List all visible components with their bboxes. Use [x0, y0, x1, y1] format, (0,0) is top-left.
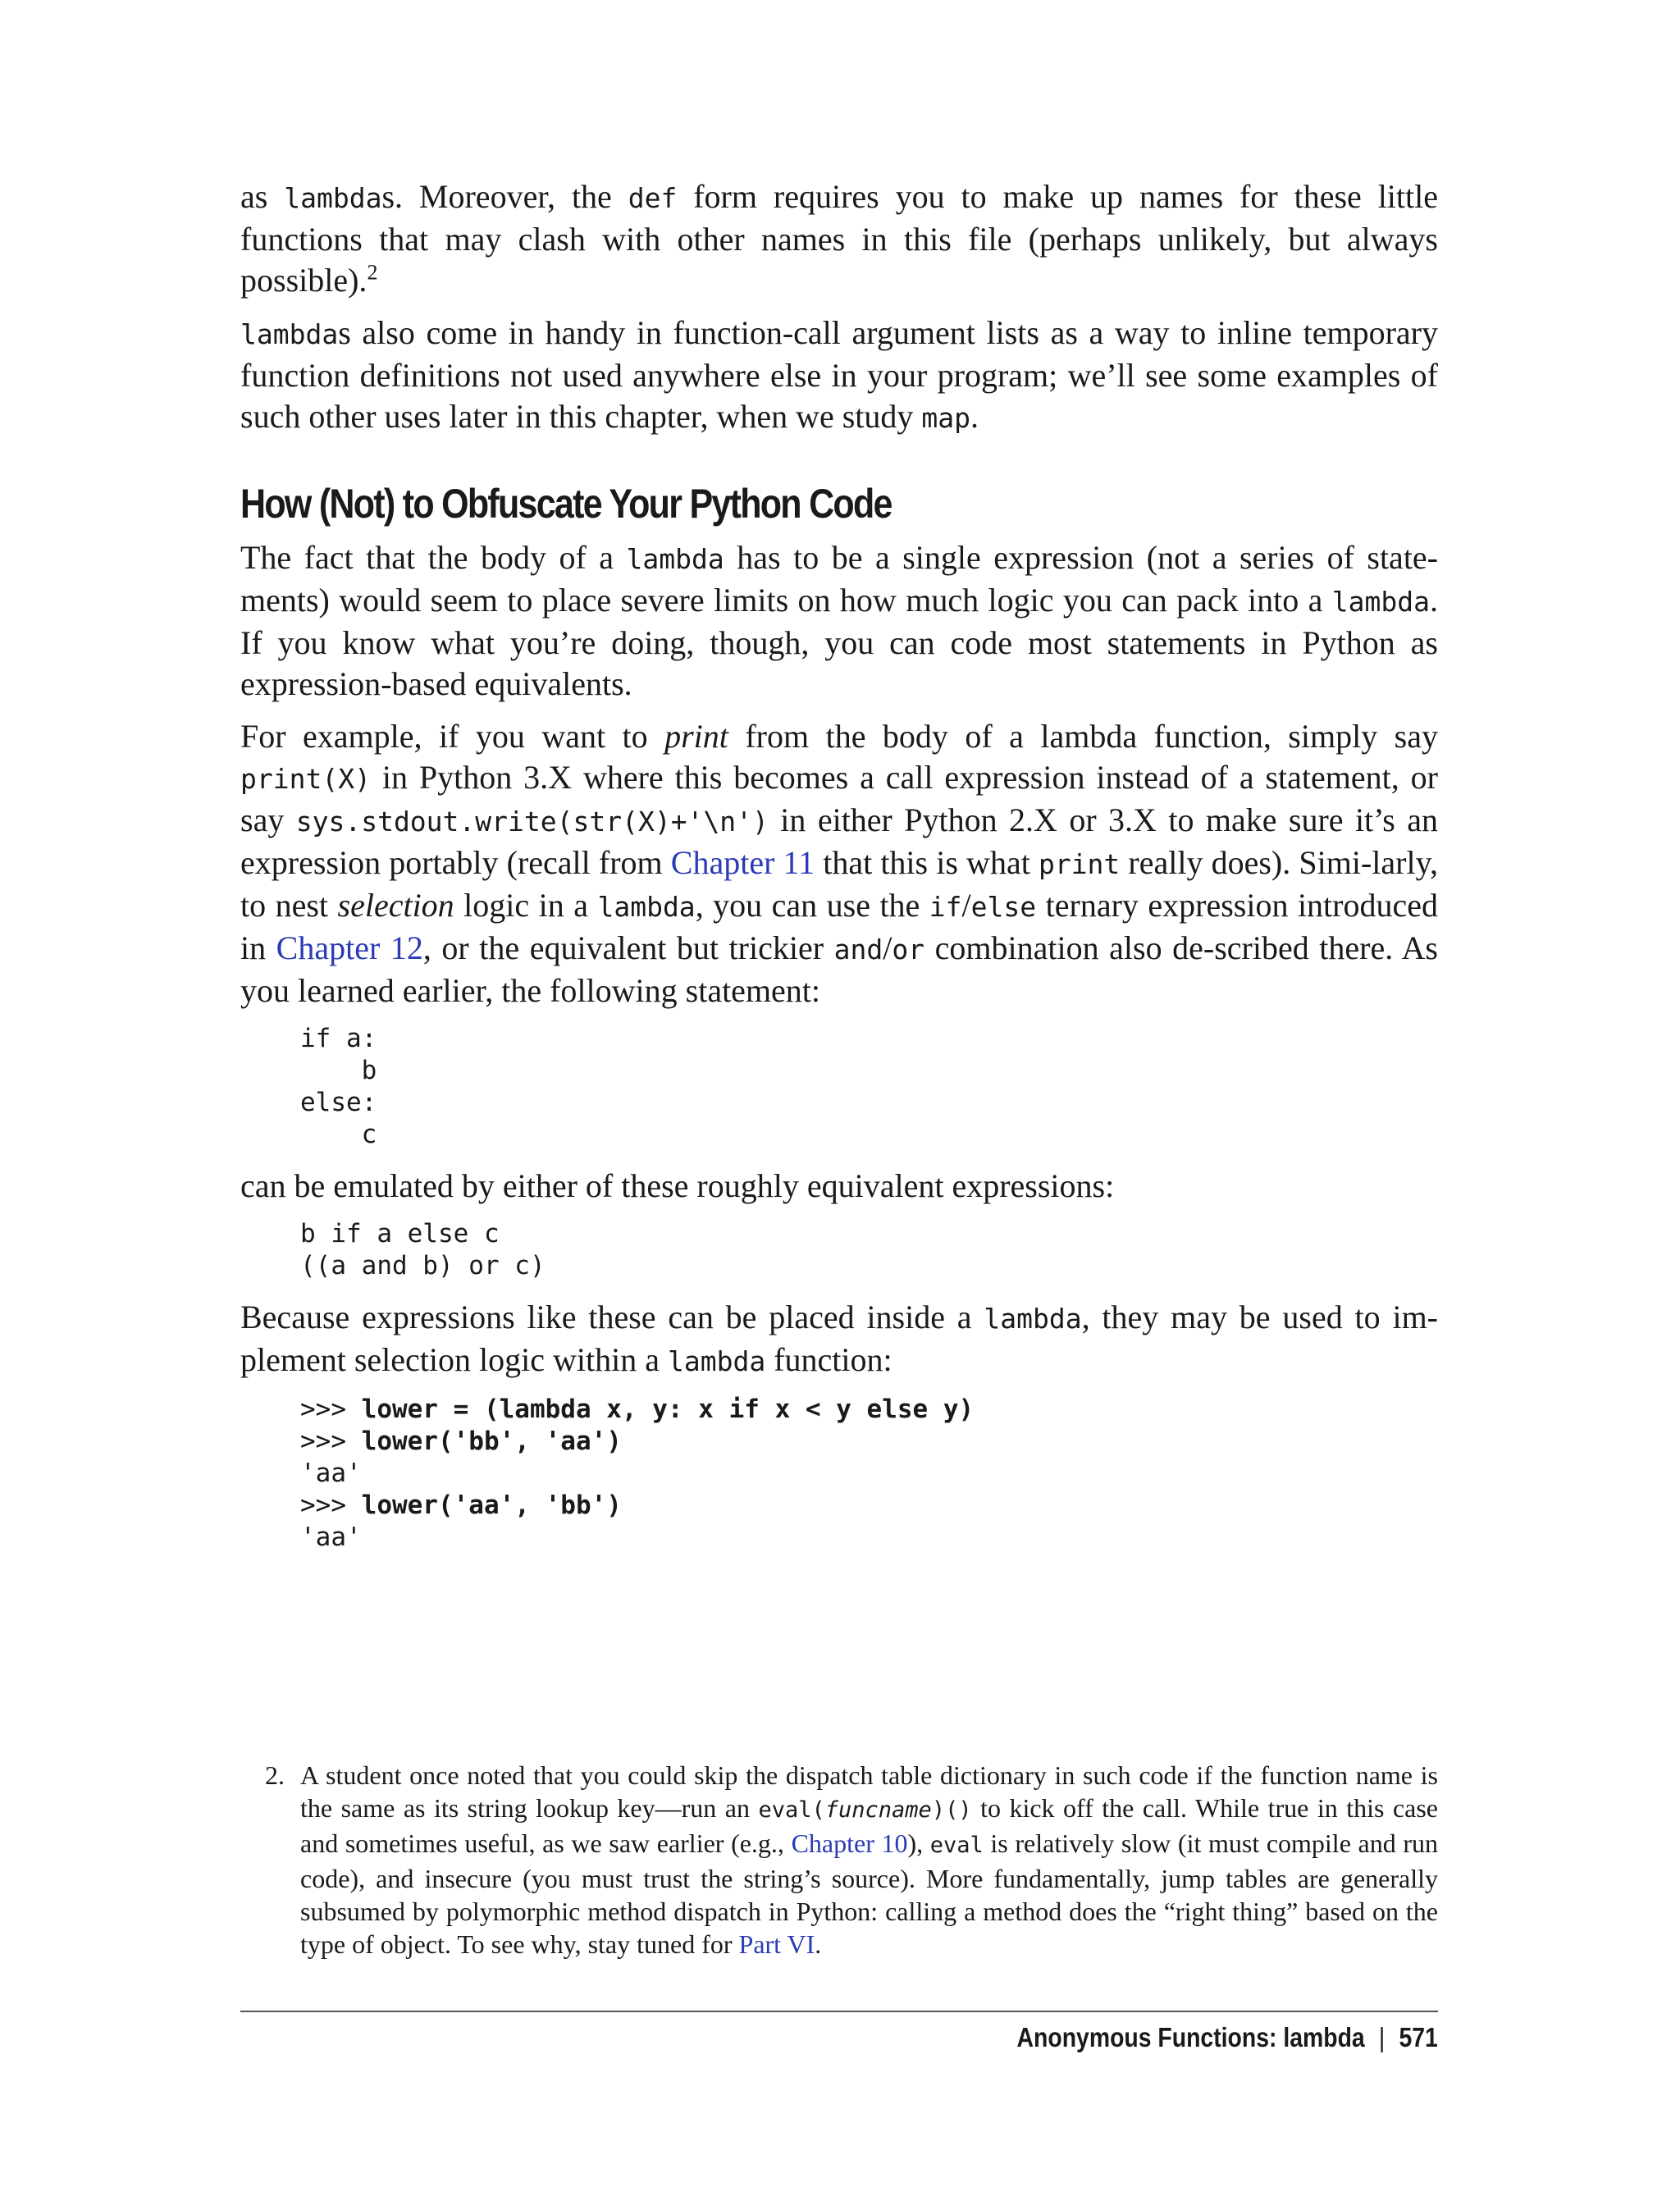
footer-separator: |	[1379, 2022, 1386, 2052]
inline-code: lambda	[597, 891, 696, 923]
inline-code: sys.stdout.write(str(X)+'\n')	[295, 806, 769, 838]
chapter-11-link[interactable]: Chapter 11	[670, 844, 815, 881]
footnote-reference[interactable]: 2	[367, 260, 378, 285]
footnotes	[240, 1759, 1438, 1961]
text-run: For example, if you want to	[240, 718, 665, 755]
code-line: b	[300, 1056, 377, 1085]
emphasis: print	[664, 718, 728, 755]
text-run: from the body of a lambda function, simply say	[728, 718, 1438, 755]
paragraph-lambda-inline	[240, 313, 1438, 439]
text-run: to kick off the call. While true in this case and sometimes useful, as we saw earlier (e.g.,	[300, 1793, 1439, 1858]
text-run: , they may be used to im-plement selection logic within a	[240, 1299, 1438, 1378]
paragraph-single-expression	[240, 537, 1438, 705]
inline-code: and	[833, 934, 883, 966]
text-run: , or the equivalent but trickier	[422, 929, 834, 966]
inline-code: lambda	[1331, 586, 1430, 618]
text-run: Because expressions like these can be placed inside a	[240, 1299, 984, 1335]
running-footer	[1017, 2020, 1438, 2056]
code-line: ((a and b) or c)	[300, 1251, 546, 1281]
typed-input: lower('aa', 'bb')	[361, 1491, 622, 1520]
text-run: in either Python 2.X or 3.X to make sure it’s an expression portably (recall from	[240, 801, 1439, 881]
inline-code-italic	[825, 1797, 932, 1823]
text-run: ternary expression introduced in	[240, 887, 1438, 966]
paragraph-emulated: can be emulated by either of these roughly equivalent expressions:	[240, 1167, 1115, 1204]
text-run: in Python 3.X where this becomes a call expression instead of a statement, or say	[240, 759, 1438, 838]
typed-input: lower = (lambda x, y: x if x < y else y)	[361, 1395, 975, 1424]
inline-code: )()	[931, 1797, 972, 1823]
prompt: >>>	[300, 1395, 362, 1424]
footer-rule	[240, 2011, 1438, 2012]
text-run: as	[240, 178, 285, 215]
inline-code: def	[628, 182, 678, 214]
text-run: is relatively slow (it must compile and run code), and insecure (you must trust the string’s source). More fundamentally, jump tables are generally subsumed by polymorphic method dispatch in Python: calling a method does the “right thing” based on the type of object. To see why, stay tuned for	[300, 1828, 1439, 1959]
emphasis: selection	[337, 887, 454, 924]
text-run: ),	[907, 1828, 930, 1858]
inline-code: lambda	[284, 182, 382, 214]
prompt: >>>	[300, 1491, 362, 1520]
code-output: 'aa'	[300, 1522, 362, 1552]
text-run: logic in a	[454, 887, 598, 924]
inline-code-placeholder: funcname	[824, 1797, 932, 1823]
text-run: . If you know what you’re doing, though, you can code most statements in Python as expression-based equivalents.	[240, 582, 1438, 702]
code-output: 'aa'	[300, 1459, 362, 1488]
text-run: , you can use the	[695, 887, 929, 924]
page-body	[240, 176, 1438, 1568]
inline-code: else	[970, 891, 1037, 923]
chapter-10-link[interactable]: Chapter 10	[791, 1828, 908, 1858]
chapter-12-link[interactable]: Chapter 12	[276, 929, 423, 966]
inline-code: lambda	[240, 318, 339, 350]
text-run: that this is what	[815, 844, 1039, 881]
inline-code: lambda	[667, 1345, 766, 1377]
code-line: else:	[300, 1088, 377, 1117]
code-block-ternary	[300, 1218, 1438, 1282]
inline-code: eval(	[758, 1797, 825, 1823]
paragraph-print-example	[240, 716, 1438, 1011]
inline-code: print	[1038, 848, 1121, 880]
text-run: .	[970, 398, 979, 435]
code-line	[300, 1394, 1438, 1426]
inline-code: map	[921, 402, 971, 434]
text-run: A student once noted that you could skip the dispatch table dictionary in such code if the function name is the same as its string lookup key—run an	[300, 1760, 1438, 1823]
running-title: Anonymous Functions: lambda	[1016, 2022, 1365, 2052]
prompt: >>>	[300, 1427, 362, 1456]
code-line	[300, 1490, 1438, 1522]
inline-code: if	[929, 891, 962, 923]
code-line	[300, 1426, 1438, 1458]
code-line: c	[300, 1120, 377, 1149]
text-run: /	[883, 929, 892, 966]
text-run: function:	[765, 1341, 892, 1378]
inline-code: eval	[929, 1833, 984, 1858]
section-heading: How (Not) to Obfuscate Your Python Code	[240, 481, 892, 527]
paragraph-lambda-names	[240, 176, 1438, 301]
text-run: /	[961, 887, 971, 924]
inline-code: or	[892, 934, 925, 966]
text-run: really does). Simi-larly, to nest	[240, 844, 1438, 924]
paragraph-selection-logic	[240, 1297, 1438, 1382]
footnote-number: 2.	[265, 1760, 285, 1790]
text-run: has to be a single expression (not a series of state-ments) would seem to place severe limits on how much logic you can pack into a	[240, 539, 1439, 619]
typed-input: lower('bb', 'aa')	[361, 1427, 622, 1456]
text-run: combination also de-scribed there. As you learned earlier, the following statement:	[240, 929, 1438, 1009]
text-run: s. Moreover, the	[381, 178, 628, 215]
text-run: The fact that the body of a	[240, 539, 627, 576]
part-6-link[interactable]: Part VI	[738, 1929, 815, 1959]
code-block-interactive	[300, 1394, 1438, 1554]
text-run: .	[815, 1929, 822, 1959]
page-number: 571	[1399, 2022, 1438, 2052]
inline-code: print(X)	[240, 763, 371, 795]
text-run: s also come in handy in function-call argument lists as a way to inline temporary function definitions not used anywhere else in your program; we’ll see some examples of such other uses later in this chapter, when we study	[240, 314, 1438, 435]
inline-code: lambda	[626, 543, 724, 575]
footnote-2	[240, 1759, 1438, 1961]
code-block-if-else	[300, 1023, 1438, 1151]
code-line: if a:	[300, 1024, 377, 1053]
inline-code: lambda	[984, 1303, 1082, 1335]
text-run: form requires you to make up names for these little functions that may clash with other names in this file (perhaps unlikely, but always possible).	[240, 178, 1439, 299]
code-line: b if a else c	[300, 1219, 500, 1249]
